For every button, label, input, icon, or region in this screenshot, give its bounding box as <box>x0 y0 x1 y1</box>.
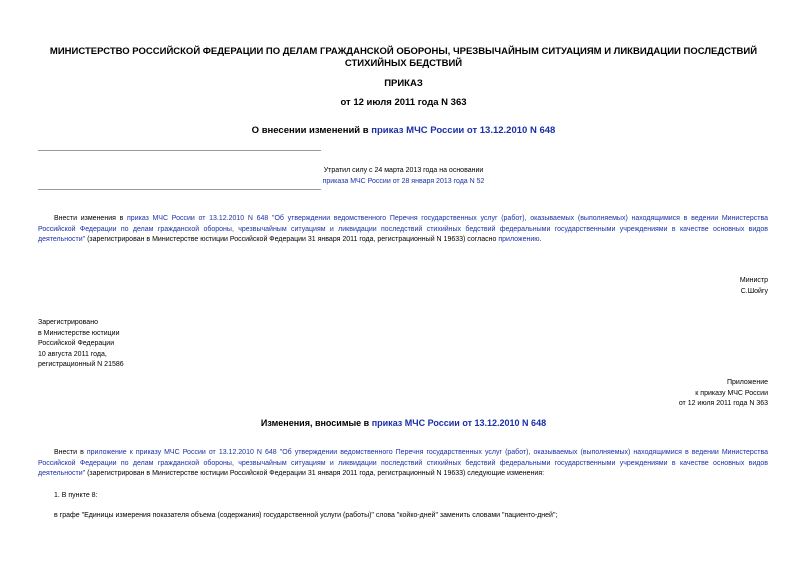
appendix-line: Приложение <box>726 379 768 386</box>
status-link[interactable]: приказа МЧС России от 28 января 2013 года N 52 <box>322 178 485 185</box>
list-item-1-text: в графе "Единицы измерения показателя объема (содержания) государственной услуги (работы)" слова "койко-дней" заменить словами "пациенто-дней"; <box>54 512 558 519</box>
p1-prefix: Внести изменения в <box>54 215 128 222</box>
p1-link[interactable]: приказ МЧС России от 13.12.2010 N 648 "Об утверждении ведомственного Перечня государственных услуг (работ), оказываемых (выполняемых) находящимися в ведении Министерства Российской Федерации по делам гражданской обороны, чрезвычайным ситуациям и ликвидации последствий стихийных бедствий федеральными государственными учреждениями в качестве основных видов деятельности" <box>38 215 768 243</box>
p2-end: (зарегистрирован в Министерстве юстиции Российской Федерации 31 января 2011 года, регистрационный N 19633) следующие изменения: <box>85 470 545 477</box>
status-line: Утратил силу с 24 марта 2013 года на основании <box>323 167 484 174</box>
appendix-block <box>568 378 768 410</box>
divider-top <box>38 150 321 151</box>
appendix-heading-prefix: Изменения, вносимые в <box>260 418 372 428</box>
signature-name: С.Шойгу <box>740 287 768 295</box>
p2-link[interactable]: приложение к приказу МЧС России от 13.12.2010 N 648 "Об утверждении ведомственного Перечня государственных услуг (работ), оказываемых (выполняемых) находящимися в ведении Министерства Российской Федерации по делам гражданской обороны, чрезвычайным ситуациям и ликвидации последствий стихийных бедствий федеральными государственными учреждениями в качестве основных видов деятельности" <box>38 449 768 477</box>
subject-link[interactable]: приказ МЧС России от 13.12.2010 N 648 <box>371 125 556 136</box>
registration-line: 10 августа 2011 года, <box>38 350 107 358</box>
doc-date-number: от 12 июля 2011 года N 363 <box>340 97 467 108</box>
p1-link-appendix[interactable]: приложению <box>498 236 540 243</box>
divider-bottom <box>38 189 321 190</box>
p2-prefix: Внести в <box>54 449 87 456</box>
appendix-line: к приказу МЧС России <box>695 389 768 397</box>
p1-end: . <box>539 236 542 243</box>
list-item-1: 1. В пункте 8: <box>54 492 98 499</box>
p1-mid: (зарегистрирован в Министерстве юстиции Российской Федерации 31 января 2011 года, регистрационный N 19633) согласно <box>85 236 499 243</box>
paragraph-appendix <box>38 448 768 480</box>
registration-line: регистрационный N 21586 <box>38 361 124 368</box>
registration-line: в Министерстве юстиции <box>38 329 120 337</box>
signature-block <box>600 276 768 297</box>
appendix-heading <box>0 418 807 428</box>
doc-subject <box>0 125 807 136</box>
registration-block <box>38 318 238 371</box>
status-note <box>0 165 807 187</box>
paragraph-main <box>38 214 768 246</box>
ministry-title: МИНИСТЕРСТВО РОССИЙСКОЙ ФЕДЕРАЦИИ ПО ДЕЛАМ ГРАЖДАНСКОЙ ОБОРОНЫ, ЧРЕЗВЫЧАЙНЫМ СИТУАЦИЯМ И ЛИКВИДАЦИИ ПОСЛЕДСТВИЙ СТИХИЙНЫХ БЕДСТВИЙ <box>49 46 758 69</box>
appendix-line: от 12 июля 2011 года N 363 <box>678 400 768 407</box>
registration-line: Зарегистрировано <box>38 319 98 326</box>
registration-line: Российской Федерации <box>38 340 115 347</box>
subject-prefix: О внесении изменений в <box>251 125 372 136</box>
appendix-heading-link[interactable]: приказ МЧС России от 13.12.2010 N 648 <box>371 418 547 428</box>
signature-position: Министр <box>739 277 768 284</box>
doc-type: ПРИКАЗ <box>384 78 423 89</box>
